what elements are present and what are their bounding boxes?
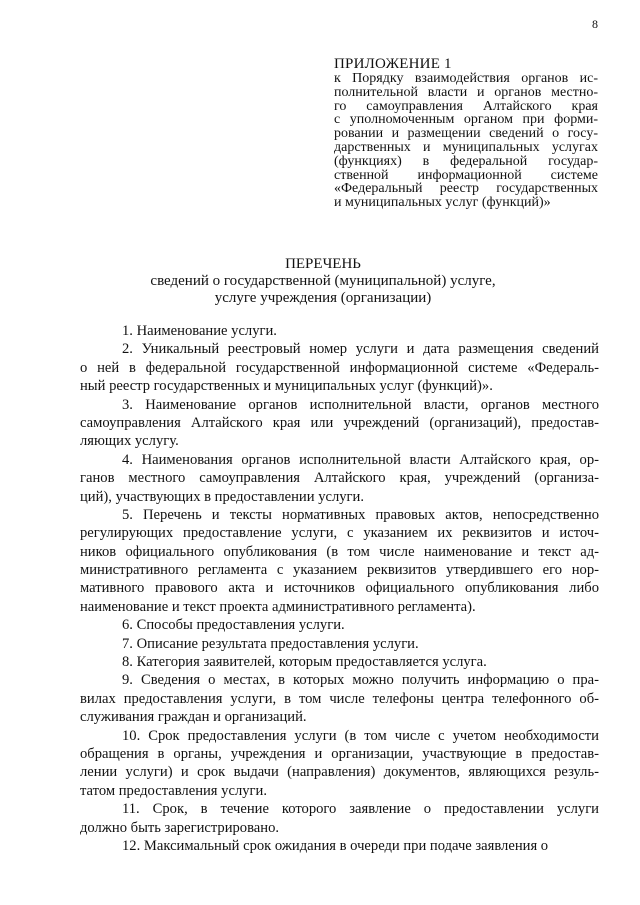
appendix-line: к Порядку взаимодействия органов ис- <box>334 71 598 86</box>
appendix-line: дарственных и муниципальных услугах <box>334 139 598 155</box>
paragraph-10 <box>80 727 599 801</box>
paragraph-line: 11. Срок, в течение которого заявление о предоставлении услуги <box>122 801 599 818</box>
paragraph-line: 2. Уникальный реестровый номер услуги и дата размещения сведений <box>122 341 599 358</box>
paragraph-line: 4. Наименования органов исполнительной власти Алтайского края, ор- <box>122 451 599 468</box>
paragraph-line: самоуправления Алтайского края или учреждений (организаций), предостав- <box>80 414 599 431</box>
heading-subtitle-line: сведений о государственной (муниципальной) услуге, <box>150 273 496 289</box>
appendix-title: ПРИЛОЖЕНИЕ 1 <box>334 56 452 72</box>
paragraph-line: 12. Максимальный срок ожидания в очереди при подаче заявления о <box>122 837 549 854</box>
paragraph-line: должно быть зарегистрировано. <box>80 819 280 836</box>
paragraph-line: 8. Категория заявителей, которым предоставляется услуга. <box>122 654 487 671</box>
appendix-block <box>334 56 598 210</box>
paragraph-line: обращения в органы, учреждения и организации, участвующие в предостав- <box>80 745 599 762</box>
paragraph-line: министративного регламента с указанием реквизитов утвердившего его нор- <box>80 562 599 579</box>
paragraph-line: 5. Перечень и тексты нормативных правовых актов, непосредственно <box>122 506 599 523</box>
paragraph-line: вилах предоставления услуги, в том числе телефоны центра телефонного об- <box>80 690 599 707</box>
document-heading <box>0 256 640 307</box>
appendix-line: ровании и размещении сведений о госу- <box>334 126 598 142</box>
paragraph-line: лении услуги) и срок выдачи (направления) документов, являющихся резуль- <box>80 764 599 781</box>
paragraph-line: служивания граждан и организаций. <box>80 709 307 726</box>
appendix-line: «Федеральный реестр государственных <box>334 181 598 197</box>
paragraph-line: татом предоставления услуги. <box>80 782 267 799</box>
appendix-line: с уполномоченным органом при форми- <box>334 112 598 128</box>
appendix-line: и муниципальных услуг (функций)» <box>334 195 551 211</box>
paragraph-line: ганов местного самоуправления Алтайского края, учреждений (организа- <box>80 470 599 487</box>
paragraph-12 <box>112 837 599 855</box>
appendix-line: ственной информационной системе <box>334 167 598 183</box>
paragraph-line: 6. Способы предоставления услуги. <box>122 617 345 634</box>
paragraph-line: наименование и текст проекта административного регламента). <box>80 598 476 615</box>
paragraph-8 <box>112 653 599 671</box>
paragraph-line: ций), участвующих в предоставлении услуги. <box>80 488 365 505</box>
appendix-line: (функциях) в федеральной государ- <box>334 153 598 169</box>
page-number: 8 <box>592 17 598 31</box>
paragraph-line: 3. Наименование органов исполнительной власти, органов местного <box>122 396 599 413</box>
paragraph-2 <box>80 340 599 395</box>
paragraph-line: 7. Описание результата предоставления услуги. <box>122 635 419 652</box>
appendix-lines <box>334 72 598 210</box>
paragraph-line: 10. Срок предоставления услуги (в том числе с учетом необходимости <box>122 727 599 744</box>
paragraph-5 <box>80 506 599 616</box>
paragraph-3 <box>80 396 599 451</box>
paragraph-line: ляющих услугу. <box>80 433 179 450</box>
paragraph-6 <box>112 616 599 634</box>
paragraph-9 <box>80 671 599 726</box>
paragraph-line: ников официального опубликования (в том числе наименование и текст ад- <box>80 543 599 560</box>
heading-title: ПЕРЕЧЕНЬ <box>285 256 361 272</box>
paragraph-11 <box>80 800 599 837</box>
appendix-line: полнительной власти и органов местно- <box>334 84 598 100</box>
paragraph-line: ный реестр государственных и муниципальных услуг (функций)». <box>80 378 493 395</box>
paragraph-line: 1. Наименование услуги. <box>122 323 277 339</box>
paragraph-line: 9. Сведения о местах, в которых можно получить информацию о пра- <box>122 672 599 689</box>
heading-subtitle-line: услуге учреждения (организации) <box>214 290 432 306</box>
paragraph-line: регулирующих предоставление услуги, с указанием их реквизитов и источ- <box>80 525 599 542</box>
document-body <box>80 322 599 855</box>
paragraph-1 <box>112 322 599 340</box>
paragraph-4 <box>80 451 599 506</box>
paragraph-7 <box>112 635 599 653</box>
paragraph-line: мативного правового акта и источников официального опубликования либо <box>80 580 599 597</box>
appendix-line: го самоуправления Алтайского края <box>334 98 598 114</box>
paragraph-line: о ней в федеральной государственной информационной системе «Федераль- <box>80 359 599 376</box>
